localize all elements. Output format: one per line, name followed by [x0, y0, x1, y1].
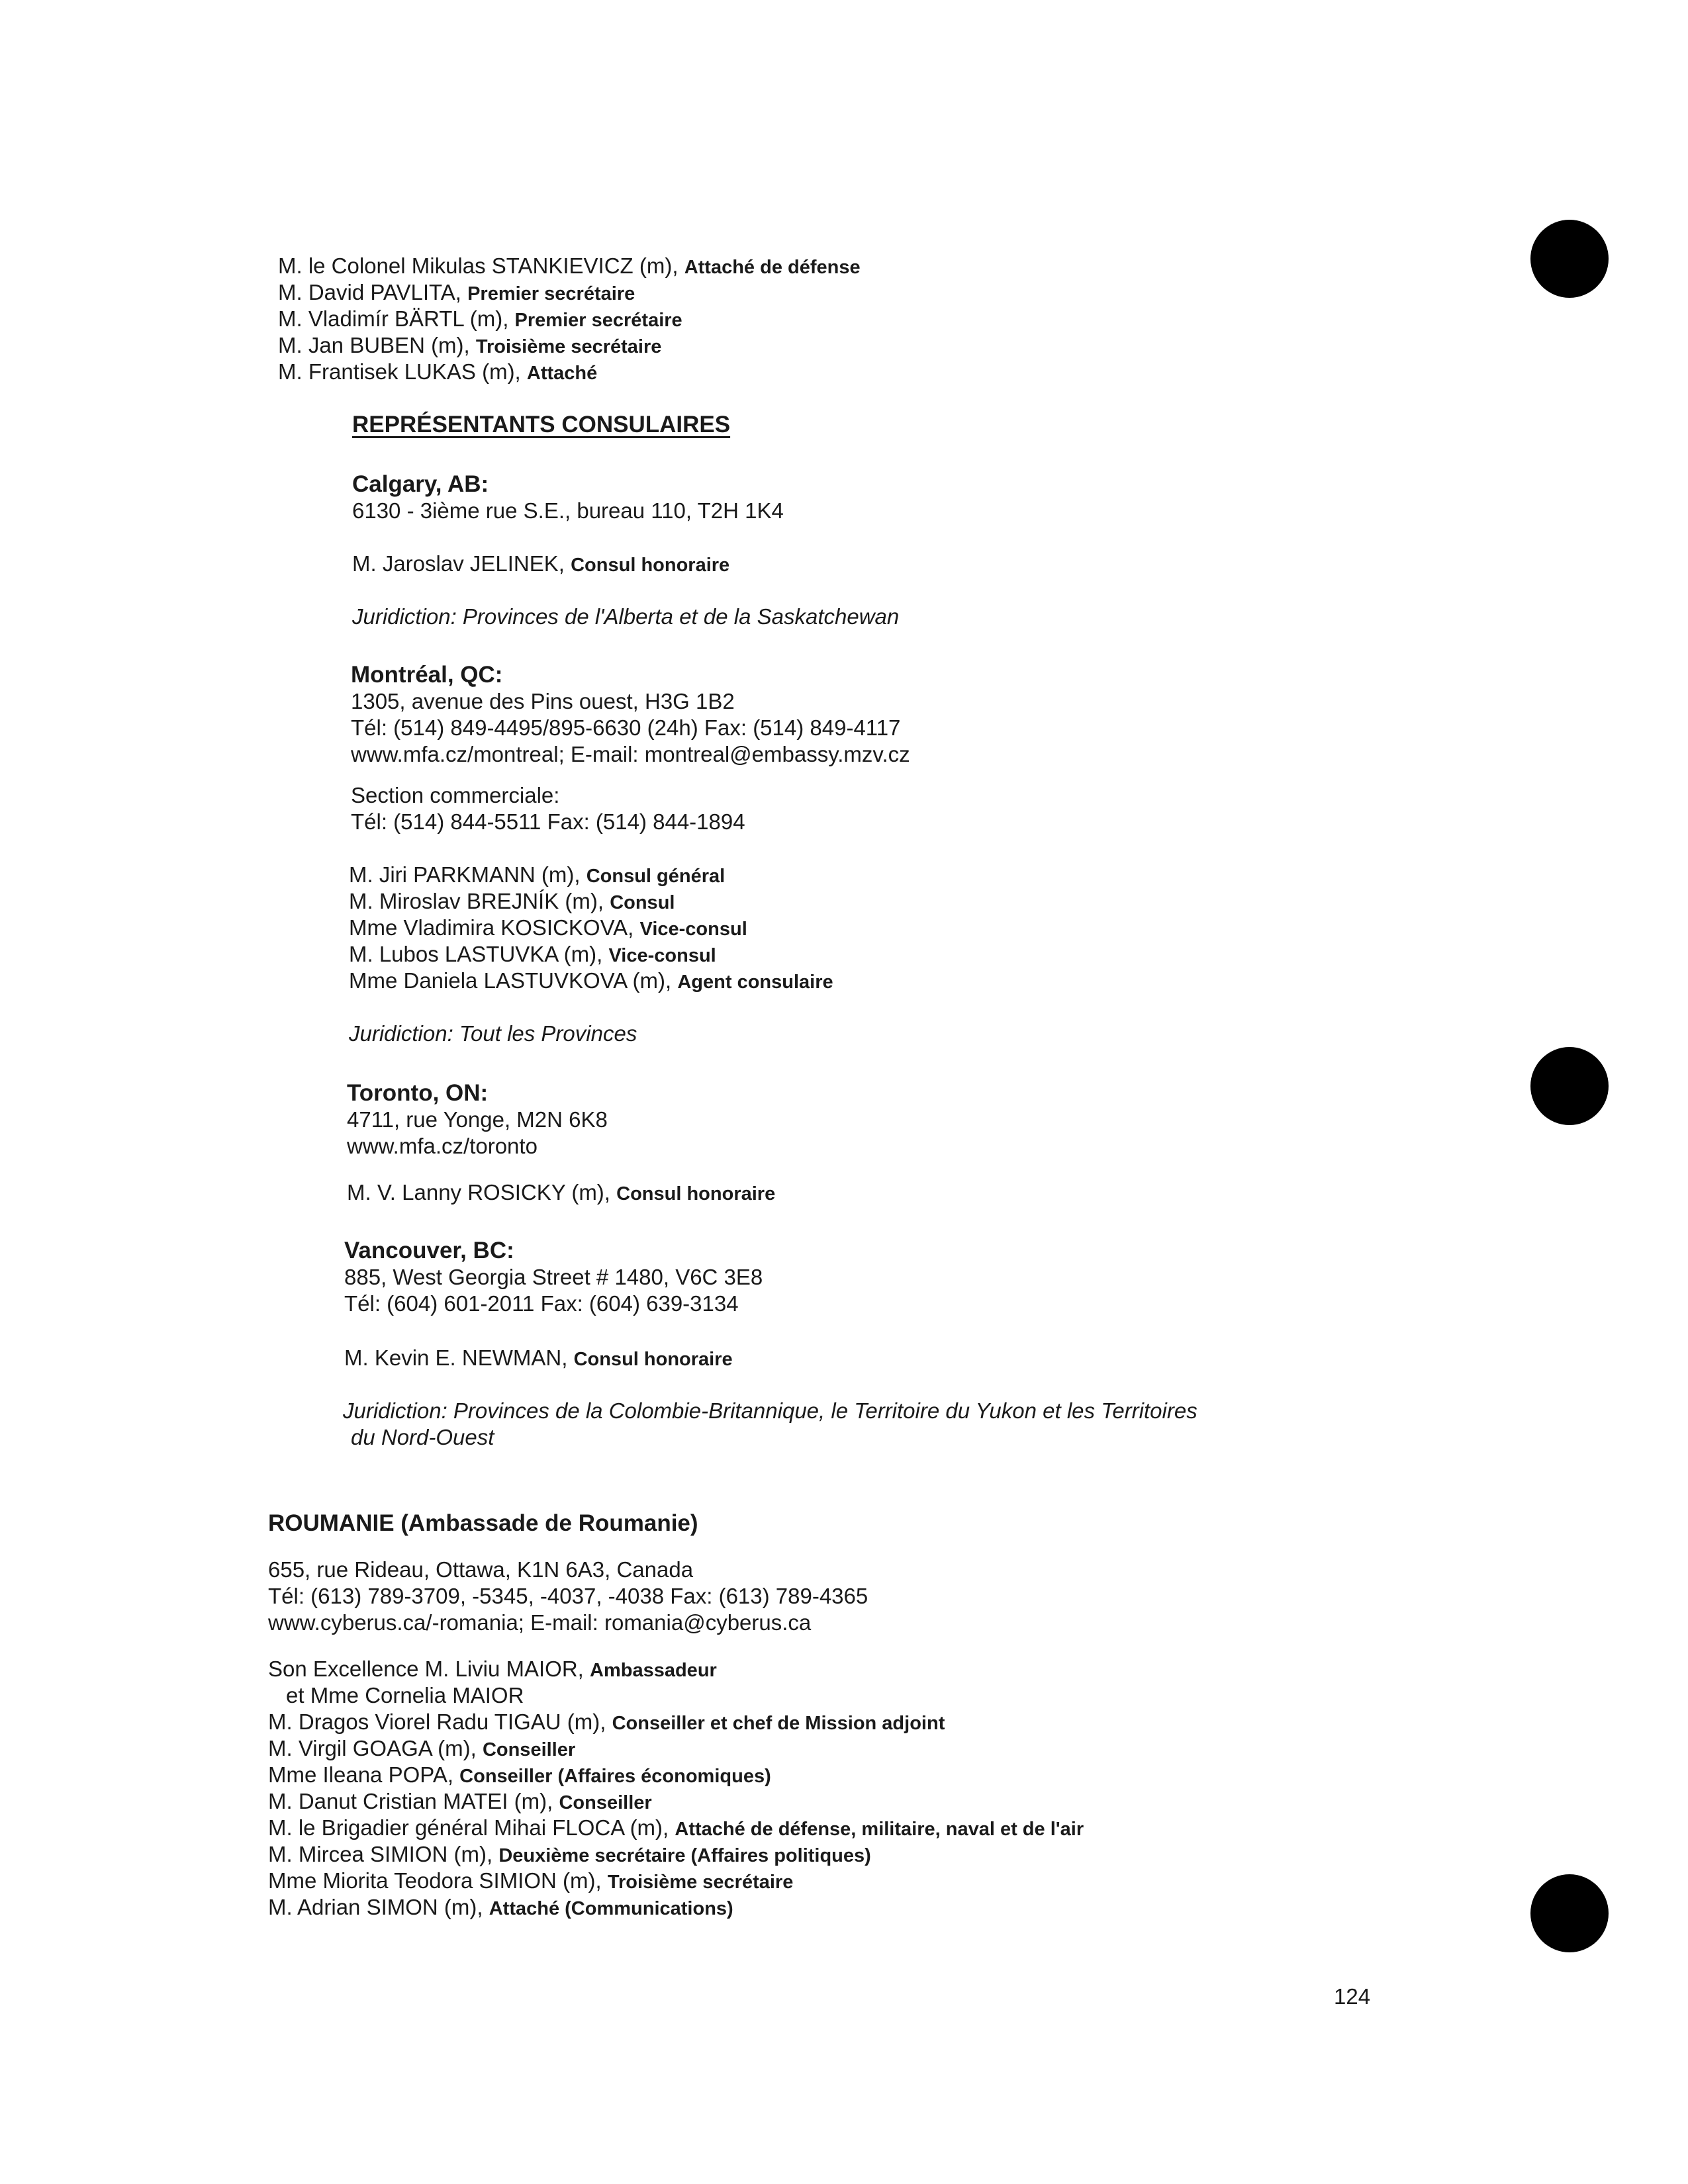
staff-line: M. Jan BUBEN (m), Troisième secrétaire — [278, 333, 662, 357]
staff-line: M. David PAVLITA, Premier secrétaire — [278, 280, 635, 304]
montreal-address: 1305, avenue des Pins ouest, H3G 1B2 — [351, 689, 735, 713]
spouse-line: et Mme Cornelia MAIOR — [286, 1683, 524, 1707]
staff-line: M. V. Lanny ROSICKY (m), Consul honoraire — [347, 1180, 776, 1205]
montreal-city: Montréal, QC: — [351, 662, 503, 688]
toronto-address: 4711, rue Yonge, M2N 6K8 — [347, 1107, 608, 1132]
punch-hole-middle — [1530, 1047, 1609, 1125]
punch-hole-top — [1530, 220, 1609, 298]
montreal-jurisdiction: Juridiction: Tout les Provinces — [349, 1021, 637, 1046]
calgary-address: 6130 - 3ième rue S.E., bureau 110, T2H 1K4 — [352, 498, 784, 523]
staff-line: Mme Ileana POPA, Conseiller (Affaires économiques) — [268, 1762, 771, 1787]
ambassador-line: Son Excellence M. Liviu MAIOR, Ambassadeur — [268, 1657, 717, 1681]
montreal-web: www.mfa.cz/montreal; E-mail: montreal@embassy.mzv.cz — [351, 742, 910, 766]
staff-line: M. Danut Cristian MATEI (m), Conseiller — [268, 1789, 652, 1813]
page-number: 124 — [1334, 1984, 1371, 2009]
romania-address: 655, rue Rideau, Ottawa, K1N 6A3, Canada — [268, 1557, 694, 1582]
romania-phone: Tél: (613) 789-3709, -5345, -4037, -4038 Fax: (613) 789-4365 — [268, 1584, 868, 1608]
staff-line: M. Dragos Viorel Radu TIGAU (m), Conseiller et chef de Mission adjoint — [268, 1709, 945, 1734]
toronto-web: www.mfa.cz/toronto — [347, 1134, 538, 1158]
vancouver-phone: Tél: (604) 601-2011 Fax: (604) 639-3134 — [344, 1291, 739, 1316]
romania-heading: ROUMANIE (Ambassade de Roumanie) — [268, 1510, 698, 1536]
staff-line: M. Kevin E. NEWMAN, Consul honoraire — [344, 1345, 733, 1370]
vancouver-city: Vancouver, BC: — [344, 1238, 514, 1263]
staff-line: Mme Miorita Teodora SIMION (m), Troisième secrétaire — [268, 1868, 794, 1893]
staff-line: Mme Vladimira KOSICKOVA, Vice-consul — [349, 915, 747, 940]
toronto-city: Toronto, ON: — [347, 1080, 489, 1106]
staff-line: M. Adrian SIMON (m), Attaché (Communications) — [268, 1895, 733, 1919]
consular-heading: REPRÉSENTANTS CONSULAIRES — [352, 412, 731, 437]
staff-line: M. le Colonel Mikulas STANKIEVICZ (m), Attaché de défense — [278, 253, 861, 278]
staff-line: M. Miroslav BREJNÍK (m), Consul — [349, 889, 675, 913]
staff-line: M. Lubos LASTUVKA (m), Vice-consul — [349, 942, 716, 966]
vancouver-jurisdiction: Juridiction: Provinces de la Colombie-Britannique, le Territoire du Yukon et les Territoires — [343, 1398, 1197, 1423]
staff-line: M. Mircea SIMION (m), Deuxième secrétaire (Affaires politiques) — [268, 1842, 871, 1866]
montreal-commercial-label: Section commerciale: — [351, 783, 560, 807]
romania-web: www.cyberus.ca/-romania; E-mail: romania@cyberus.ca — [268, 1610, 812, 1635]
staff-line: M. Vladimír BÄRTL (m), Premier secrétaire — [278, 306, 682, 331]
vancouver-jurisdiction-cont: du Nord-Ouest — [351, 1425, 494, 1449]
calgary-jurisdiction: Juridiction: Provinces de l'Alberta et de la Saskatchewan — [352, 604, 900, 629]
calgary-city: Calgary, AB: — [352, 471, 489, 497]
staff-line: M. Frantisek LUKAS (m), Attaché — [278, 359, 598, 384]
staff-line: Mme Daniela LASTUVKOVA (m), Agent consulaire — [349, 968, 833, 993]
staff-line: M. Virgil GOAGA (m), Conseiller — [268, 1736, 576, 1760]
staff-line: M. le Brigadier général Mihai FLOCA (m), Attaché de défense, militaire, naval et de l'air — [268, 1815, 1084, 1840]
punch-hole-bottom — [1530, 1874, 1609, 1952]
montreal-commercial-phone: Tél: (514) 844-5511 Fax: (514) 844-1894 — [351, 809, 745, 834]
vancouver-address: 885, West Georgia Street # 1480, V6C 3E8 — [344, 1265, 763, 1289]
staff-line: M. Jaroslav JELINEK, Consul honoraire — [352, 551, 730, 576]
staff-line: M. Jiri PARKMANN (m), Consul général — [349, 862, 726, 887]
montreal-phone: Tél: (514) 849-4495/895-6630 (24h) Fax: (514) 849-4117 — [351, 715, 901, 740]
